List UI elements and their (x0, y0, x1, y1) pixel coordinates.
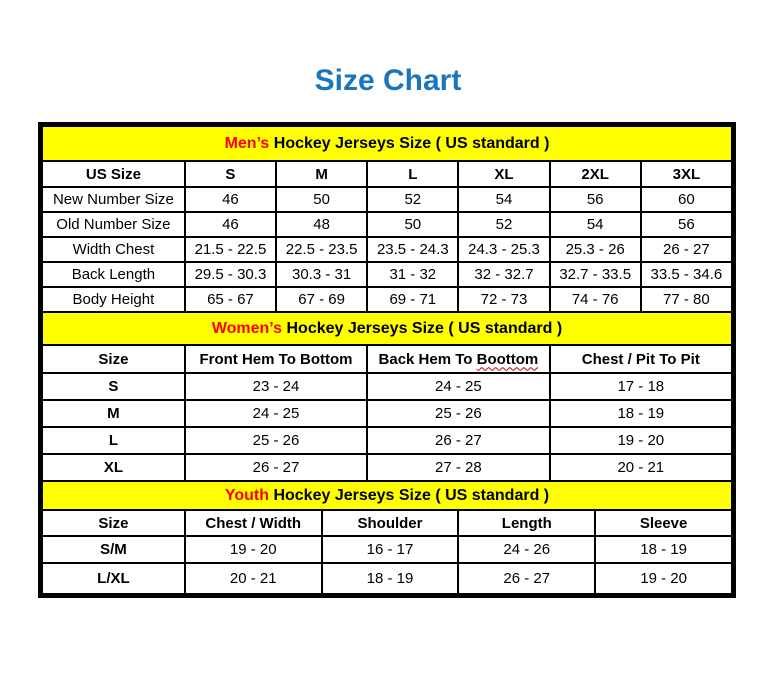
table-row (42, 212, 732, 237)
row-label: L (42, 427, 185, 454)
womens-section-title-rest: Hockey Jerseys Size ( US standard ) (282, 319, 563, 337)
table-cell: 25.3 - 26 (550, 237, 641, 262)
table-cell: 19 - 20 (185, 536, 322, 563)
column-header: Size (42, 510, 185, 536)
table-cell: 19 - 20 (595, 563, 732, 594)
table-cell: 24 - 26 (458, 536, 595, 563)
table-cell: 19 - 20 (550, 427, 732, 454)
column-header: XL (458, 161, 549, 187)
table-cell: 65 - 67 (185, 287, 276, 312)
table-cell: 18 - 19 (322, 563, 459, 594)
table-row (42, 373, 732, 400)
table-cell: 27 - 28 (367, 454, 549, 481)
youth-section-header (42, 481, 732, 510)
table-cell: 25 - 26 (185, 427, 367, 454)
column-header: M (276, 161, 367, 187)
table-cell: 18 - 19 (595, 536, 732, 563)
column-header: Chest / Pit To Pit (550, 345, 732, 373)
table-cell: 20 - 21 (185, 563, 322, 594)
table-cell: 29.5 - 30.3 (185, 262, 276, 287)
row-label: S/M (42, 536, 185, 563)
table-cell: 72 - 73 (458, 287, 549, 312)
row-label: Width Chest (42, 237, 185, 262)
row-label: Back Length (42, 262, 185, 287)
column-header: US Size (42, 161, 185, 187)
column-header: Length (458, 510, 595, 536)
size-chart (38, 122, 736, 598)
row-label: L/XL (42, 563, 185, 594)
table-row (42, 187, 732, 212)
column-header (367, 345, 549, 373)
row-label: XL (42, 454, 185, 481)
table-cell: 54 (550, 212, 641, 237)
column-header: Shoulder (322, 510, 459, 536)
table-cell: 24.3 - 25.3 (458, 237, 549, 262)
womens-section-highlight: Women’s (211, 319, 283, 337)
table-cell: 50 (276, 187, 367, 212)
column-header: Size (42, 345, 185, 373)
youth-section-header-row (42, 481, 732, 510)
column-header-text: Back Hem To (378, 350, 473, 368)
table-cell: 30.3 - 31 (276, 262, 367, 287)
column-header: L (367, 161, 458, 187)
table-row (42, 454, 732, 481)
page-title: Size Chart (314, 64, 462, 97)
row-label: Old Number Size (42, 212, 185, 237)
column-header: S (185, 161, 276, 187)
table-cell: 21.5 - 22.5 (185, 237, 276, 262)
womens-size-table (41, 311, 733, 482)
table-cell: 24 - 25 (367, 373, 549, 400)
table-cell: 56 (550, 187, 641, 212)
table-cell: 60 (641, 187, 732, 212)
table-cell: 26 - 27 (641, 237, 732, 262)
womens-section-header (42, 312, 732, 345)
mens-header-row (42, 161, 732, 187)
table-row (42, 427, 732, 454)
column-header: Front Hem To Bottom (185, 345, 367, 373)
table-cell: 46 (185, 212, 276, 237)
table-cell: 22.5 - 23.5 (276, 237, 367, 262)
table-row (42, 400, 732, 427)
youth-header-row (42, 510, 732, 536)
table-row (42, 563, 732, 594)
table-cell: 67 - 69 (276, 287, 367, 312)
table-cell: 32 - 32.7 (458, 262, 549, 287)
table-cell: 54 (458, 187, 549, 212)
table-cell: 23.5 - 24.3 (367, 237, 458, 262)
column-header: 3XL (641, 161, 732, 187)
table-cell: 48 (276, 212, 367, 237)
table-cell: 77 - 80 (641, 287, 732, 312)
row-label: M (42, 400, 185, 427)
table-cell: 18 - 19 (550, 400, 732, 427)
table-cell: 50 (367, 212, 458, 237)
table-cell: 74 - 76 (550, 287, 641, 312)
row-label: New Number Size (42, 187, 185, 212)
table-cell: 31 - 32 (367, 262, 458, 287)
row-label: S (42, 373, 185, 400)
table-cell: 33.5 - 34.6 (641, 262, 732, 287)
table-cell: 26 - 27 (458, 563, 595, 594)
table-cell: 26 - 27 (185, 454, 367, 481)
table-cell: 32.7 - 33.5 (550, 262, 641, 287)
table-row (42, 287, 732, 312)
youth-size-table (41, 480, 733, 595)
table-row (42, 237, 732, 262)
table-row (42, 262, 732, 287)
table-cell: 23 - 24 (185, 373, 367, 400)
table-cell: 25 - 26 (367, 400, 549, 427)
table-cell: 46 (185, 187, 276, 212)
table-row (42, 536, 732, 563)
womens-header-row (42, 345, 732, 373)
column-header: 2XL (550, 161, 641, 187)
table-cell: 52 (367, 187, 458, 212)
column-header: Sleeve (595, 510, 732, 536)
mens-section-title-rest: Hockey Jerseys Size ( US standard ) (269, 134, 550, 152)
table-cell: 52 (458, 212, 549, 237)
table-cell: 17 - 18 (550, 373, 732, 400)
table-cell: 26 - 27 (367, 427, 549, 454)
row-label: Body Height (42, 287, 185, 312)
column-header: Chest / Width (185, 510, 322, 536)
table-cell: 69 - 71 (367, 287, 458, 312)
womens-section-header-row (42, 312, 732, 345)
misspelled-word: Boottom (476, 350, 539, 368)
youth-section-title-rest: Hockey Jerseys Size ( US standard ) (269, 486, 550, 504)
mens-section-header (42, 126, 732, 161)
table-cell: 56 (641, 212, 732, 237)
table-cell: 16 - 17 (322, 536, 459, 563)
youth-section-highlight: Youth (224, 486, 269, 504)
table-cell: 24 - 25 (185, 400, 367, 427)
mens-section-header-row (42, 126, 732, 161)
table-cell: 20 - 21 (550, 454, 732, 481)
mens-section-highlight: Men’s (224, 134, 270, 152)
mens-size-table (41, 125, 733, 313)
